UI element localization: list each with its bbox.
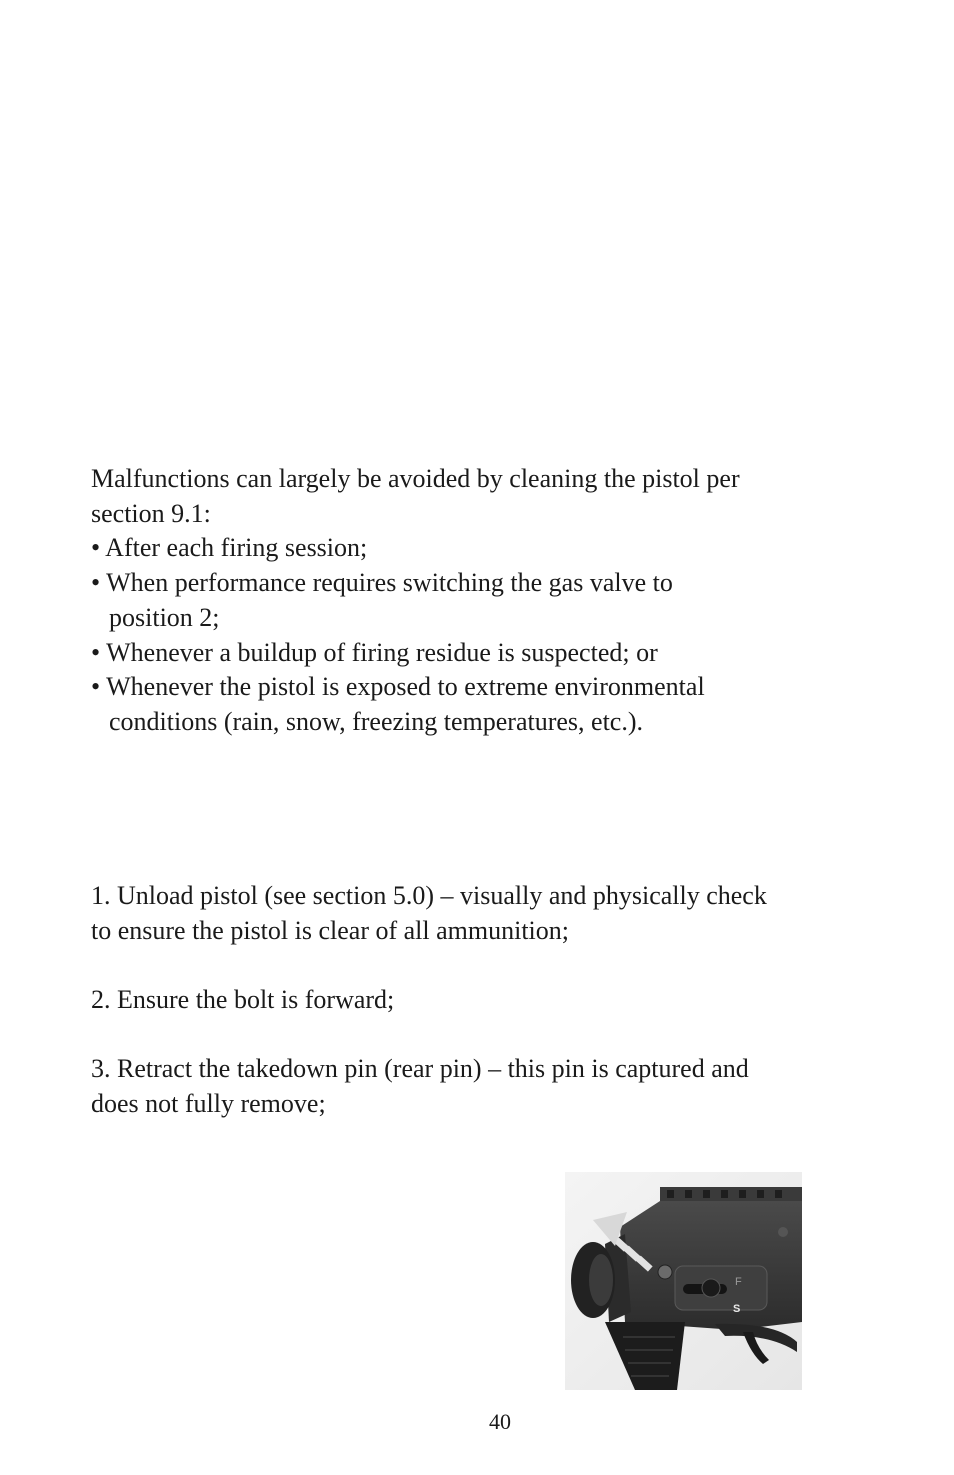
disassembly-steps: [91, 879, 767, 1122]
takedown-pin-photo: [565, 1172, 802, 1390]
cleaning-intro: [91, 462, 740, 740]
bullet-item-continued: position 2;: [109, 602, 220, 632]
intro-lead-line: section 9.1:: [91, 498, 211, 528]
bullet-item: • Whenever a buildup of firing residue is suspected; or: [91, 637, 658, 667]
step-item: 1. Unload pistol (see section 5.0) – visually and physically check: [91, 881, 767, 910]
step-spacer: [91, 1018, 767, 1053]
fire-marking: F: [735, 1276, 742, 1288]
safe-marking: S: [733, 1303, 741, 1315]
pistol-receiver-illustration: [565, 1172, 802, 1390]
step-item-continued: does not fully remove;: [91, 1089, 326, 1119]
bullet-item: • Whenever the pistol is exposed to extreme environmental: [91, 672, 705, 702]
bullet-item: • When performance requires switching the gas valve to: [91, 568, 673, 598]
intro-lead-line: Malfunctions can largely be avoided by cleaning the pistol per: [91, 464, 740, 493]
step-item-continued: to ensure the pistol is clear of all ammunition;: [91, 915, 570, 945]
bullet-item-continued: conditions (rain, snow, freezing temperatures, etc.).: [109, 706, 644, 736]
step-spacer: [91, 948, 767, 983]
bullet-item: • After each firing session;: [91, 533, 368, 563]
step-item: 3. Retract the takedown pin (rear pin) – this pin is captured and: [91, 1054, 749, 1084]
page-number: 40: [489, 1409, 511, 1434]
step-item: 2. Ensure the bolt is forward;: [91, 985, 395, 1015]
